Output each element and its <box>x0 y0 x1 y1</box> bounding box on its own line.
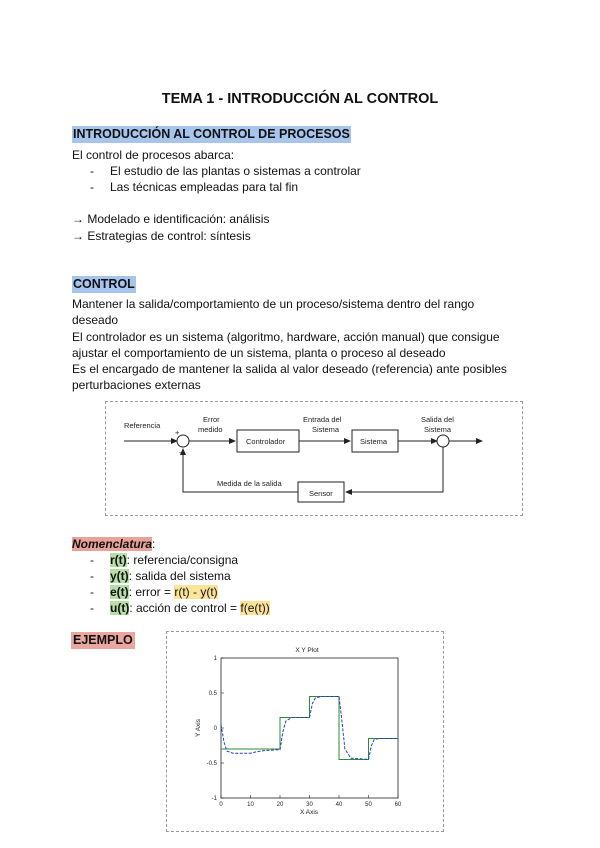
symbol: y(t) <box>110 569 129 583</box>
xy-plot-svg <box>167 632 443 831</box>
paragraph-line: ajustar el comportamiento de un sistema, planta o proceso al deseado <box>72 346 446 360</box>
definition: : acción de control = <box>129 601 241 615</box>
arrow-line: → Estrategias de control: síntesis <box>72 229 251 243</box>
paragraph-line: Es el encargado de mantener la salida al valor deseado (referencia) ante posibles <box>72 362 507 376</box>
arrow-line: → Modelado e identificación: análisis <box>72 212 270 226</box>
list-item-text: Las técnicas empleadas para tal fin <box>110 180 299 194</box>
y-tick-label: 1 <box>213 656 217 662</box>
section-heading-intro: INTRODUCCIÓN AL CONTROL DE PROCESOS <box>73 127 350 141</box>
list-item: - y(t): salida del sistema <box>90 569 231 583</box>
x-tick-label: 40 <box>335 802 343 808</box>
paragraph-line: perturbaciones externas <box>72 378 201 392</box>
y-axis-label: Y Axis <box>195 719 202 737</box>
label-salida-1: Salida del <box>421 415 454 424</box>
label-error-1: Error <box>203 415 220 424</box>
list-item: - El estudio de las plantas o sistemas a controlar <box>90 164 361 178</box>
plot-frame <box>221 658 398 798</box>
symbol: e(t) <box>110 585 129 599</box>
formula: f(e(t)) <box>240 601 270 615</box>
label-entrada-1: Entrada del <box>303 415 342 424</box>
label-sensor: Sensor <box>309 489 333 498</box>
nomenclatura-colon: : <box>152 537 156 551</box>
x-tick-label: 30 <box>306 802 313 808</box>
label-salida-2: Sistema <box>424 425 452 434</box>
list-item: - e(t): error = r(t) - y(t) <box>90 585 218 599</box>
label-error-2: medido <box>198 425 223 434</box>
list-item: - u(t): acción de control = f(e(t)) <box>90 601 270 615</box>
intro-text: El control de procesos abarca: <box>72 148 235 162</box>
paragraph-line: El controlador es un sistema (algoritmo, hardware, acción manual) que consigue <box>72 330 500 344</box>
symbol: r(t) <box>110 553 127 567</box>
x-tick-label: 50 <box>365 802 372 808</box>
nomenclatura-heading-line <box>72 536 155 552</box>
control-loop-diagram <box>105 401 523 516</box>
output-junction <box>437 435 449 447</box>
formula: r(t) - y(t) <box>174 585 218 599</box>
list-item: - r(t): referencia/consigna <box>90 553 239 567</box>
section-heading-control: CONTROL <box>73 277 135 291</box>
x-tick-label: 60 <box>394 802 402 808</box>
page-title: TEMA 1 - INTRODUCCIÓN AL CONTROL <box>161 91 439 107</box>
nomenclatura-heading: Nomenclatura <box>72 537 153 551</box>
label-entrada-2: Sistema <box>312 425 340 434</box>
ejemplo-heading: EJEMPLO <box>73 633 133 647</box>
definition: : error = <box>128 585 175 599</box>
list-item: - Las técnicas empleadas para tal fin <box>90 180 299 194</box>
label-minus: - <box>179 448 182 457</box>
paragraph-line: Mantener la salida/comportamiento de un proceso/sistema dentro del rango <box>72 297 475 311</box>
xy-plot <box>166 631 444 832</box>
x-tick-label: 20 <box>276 802 284 808</box>
plot-title: X Y Plot <box>295 647 319 654</box>
label-controlador: Controlador <box>246 437 286 446</box>
definition: : salida del sistema <box>128 569 231 583</box>
label-plus: + <box>175 428 180 437</box>
symbol: u(t) <box>110 601 130 615</box>
definition: : referencia/consigna <box>126 553 239 567</box>
y-tick-label: 0.5 <box>208 691 217 697</box>
feedback-path <box>346 447 443 492</box>
y-tick-label: 0 <box>213 726 217 732</box>
diagram-svg <box>106 402 522 515</box>
y-tick-label: -0.5 <box>206 761 217 767</box>
list-item-text: El estudio de las plantas o sistemas a controlar <box>110 164 361 178</box>
label-sistema: Sistema <box>360 437 388 446</box>
y-tick-label: -1 <box>211 796 217 802</box>
label-referencia: Referencia <box>124 421 161 430</box>
paragraph-line: deseado <box>72 313 119 327</box>
x-axis-label: X Axis <box>299 809 319 816</box>
x-tick-label: 0 <box>219 802 223 808</box>
x-tick-label: 10 <box>247 802 254 808</box>
label-medida: Medida de la salida <box>217 479 282 488</box>
